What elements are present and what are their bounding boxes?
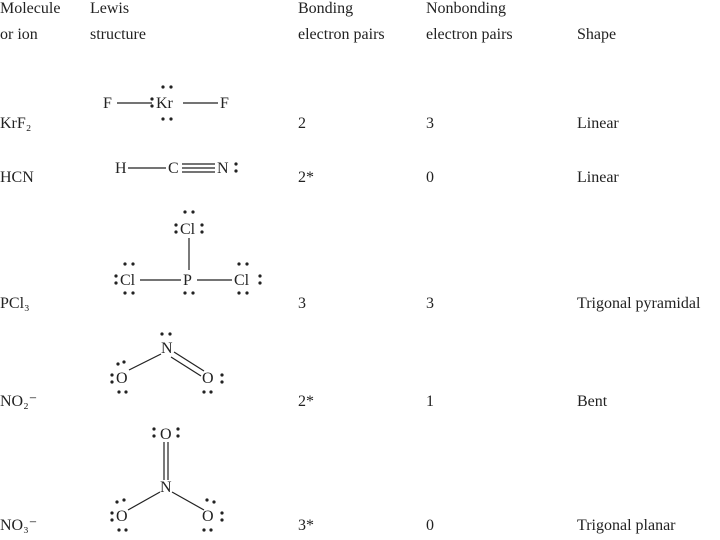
pcl3-atom-p: P	[183, 272, 192, 289]
krf2-atom-f-left: F	[103, 95, 112, 112]
row-no2-name: NO₂⁻	[0, 393, 38, 410]
lone-pair-dot	[202, 390, 205, 393]
lone-pair-dot	[161, 117, 164, 120]
lone-pair-dot	[237, 262, 240, 265]
header-lewis-line2: structure	[90, 26, 146, 43]
lone-pair-dot	[245, 291, 248, 294]
lone-pair-dot	[117, 390, 120, 393]
lone-pair-dot	[176, 434, 179, 437]
lone-pair-dot	[245, 262, 248, 265]
lone-pair-dot	[212, 500, 215, 503]
row-hcn-nonbonding: 0	[426, 169, 434, 186]
lone-pair-dot	[161, 85, 164, 88]
row-no3-nonbonding: 0	[426, 517, 434, 534]
lone-pair-dot	[202, 528, 205, 531]
header-bonding-line1: Bonding	[298, 0, 354, 17]
lone-pair-dot	[220, 380, 223, 383]
row-hcn-bonding: 2*	[298, 169, 314, 186]
lone-pair-dot	[220, 518, 223, 521]
hcn-atom-h: H	[115, 160, 127, 177]
lone-pair-dot	[160, 332, 163, 335]
lone-pair-dot	[174, 223, 177, 226]
lone-pair-dot	[169, 85, 172, 88]
lone-pair-dot	[123, 291, 126, 294]
lone-pair-dot	[150, 97, 153, 100]
row-krf2-name: KrF₂	[0, 115, 32, 132]
no2-bond-left	[129, 354, 161, 370]
lone-pair-dot	[117, 528, 120, 531]
lone-pair-dot	[234, 162, 237, 165]
no3-atom-o-right: O	[202, 508, 214, 525]
no2-atom-o-left: O	[116, 370, 128, 387]
lone-pair-dot	[220, 373, 223, 376]
lone-pair-dot	[176, 427, 179, 430]
no3-bond-left	[128, 492, 160, 510]
pcl3-atom-cl-left: Cl	[120, 272, 136, 289]
lone-pair-dot	[209, 528, 212, 531]
header-lewis-line1: Lewis	[90, 0, 130, 17]
row-no2-bonding: 2*	[298, 393, 314, 410]
lone-pair-dot	[152, 434, 155, 437]
no3-bond-right	[172, 492, 204, 510]
no3-atom-n: N	[160, 479, 172, 496]
row-krf2-shape: Linear	[577, 115, 619, 132]
row-pcl3-nonbonding: 3	[426, 295, 434, 312]
row-hcn-name: HCN	[0, 169, 34, 186]
lone-pair-dot	[174, 230, 177, 233]
lone-pair-dot	[237, 291, 240, 294]
lone-pair-dot	[110, 518, 113, 521]
header-molecule-line1: Molecule	[0, 0, 61, 17]
row-no2-shape: Bent	[577, 393, 608, 410]
header-nonbonding-line2: electron pairs	[426, 26, 513, 43]
lone-pair-dot	[122, 498, 125, 501]
pcl3-atom-cl-top: Cl	[180, 221, 196, 238]
lone-pair-dot	[258, 274, 261, 277]
no2-atom-n: N	[161, 340, 173, 357]
row-krf2-bonding: 2	[298, 115, 306, 132]
lone-pair-dot	[110, 373, 113, 376]
row-no3-name: NO₃⁻	[0, 517, 38, 534]
lone-pair-dot	[114, 274, 117, 277]
lone-pair-dot	[124, 390, 127, 393]
no3-atom-o-left: O	[116, 508, 128, 525]
lone-pair-dot	[152, 427, 155, 430]
lone-pair-dot	[131, 291, 134, 294]
lone-pair-dot	[258, 281, 261, 284]
row-krf2-nonbonding: 3	[426, 115, 434, 132]
header-nonbonding-line1: Nonbonding	[426, 0, 506, 17]
lone-pair-dot	[123, 262, 126, 265]
lone-pair-dot	[234, 169, 237, 172]
lone-pair-dot	[169, 117, 172, 120]
lone-pair-dot	[122, 360, 125, 363]
lone-pair-dot	[200, 230, 203, 233]
row-pcl3-shape: Trigonal pyramidal	[577, 295, 701, 312]
lone-pair-dot	[183, 291, 186, 294]
row-no3-bonding: 3*	[298, 517, 314, 534]
hcn-atom-c: C	[168, 160, 179, 177]
lone-pair-dot	[110, 511, 113, 514]
row-pcl3-bonding: 3	[298, 295, 306, 312]
header-shape-label: Shape	[577, 26, 617, 43]
row-no3-shape: Trigonal planar	[577, 517, 676, 534]
header-molecule-line2: or ion	[0, 26, 38, 43]
lone-pair-dot	[205, 498, 208, 501]
lone-pair-dot	[116, 362, 119, 365]
header-bonding-line2: electron pairs	[298, 26, 385, 43]
no2-atom-o-right: O	[202, 370, 214, 387]
lone-pair-dot	[150, 104, 153, 107]
lone-pair-dot	[200, 223, 203, 226]
lone-pair-dot	[124, 528, 127, 531]
no3-atom-o-top: O	[160, 426, 172, 443]
lone-pair-dot	[191, 210, 194, 213]
lone-pair-dot	[168, 332, 171, 335]
row-pcl3-name: PCl₃	[0, 295, 30, 312]
krf2-atom-f-right: F	[220, 95, 229, 112]
row-no2-nonbonding: 1	[426, 393, 434, 410]
hcn-atom-n: N	[217, 160, 229, 177]
lone-pair-dot	[131, 262, 134, 265]
lone-pair-dot	[183, 210, 186, 213]
lone-pair-dot	[115, 500, 118, 503]
pcl3-atom-cl-right: Cl	[234, 272, 250, 289]
lone-pair-dot	[220, 511, 223, 514]
lone-pair-dot	[209, 390, 212, 393]
row-hcn-shape: Linear	[577, 169, 619, 186]
lone-pair-dot	[191, 291, 194, 294]
lone-pair-dot	[110, 380, 113, 383]
krf2-atom-kr: Kr	[156, 95, 173, 112]
lone-pair-dot	[114, 281, 117, 284]
